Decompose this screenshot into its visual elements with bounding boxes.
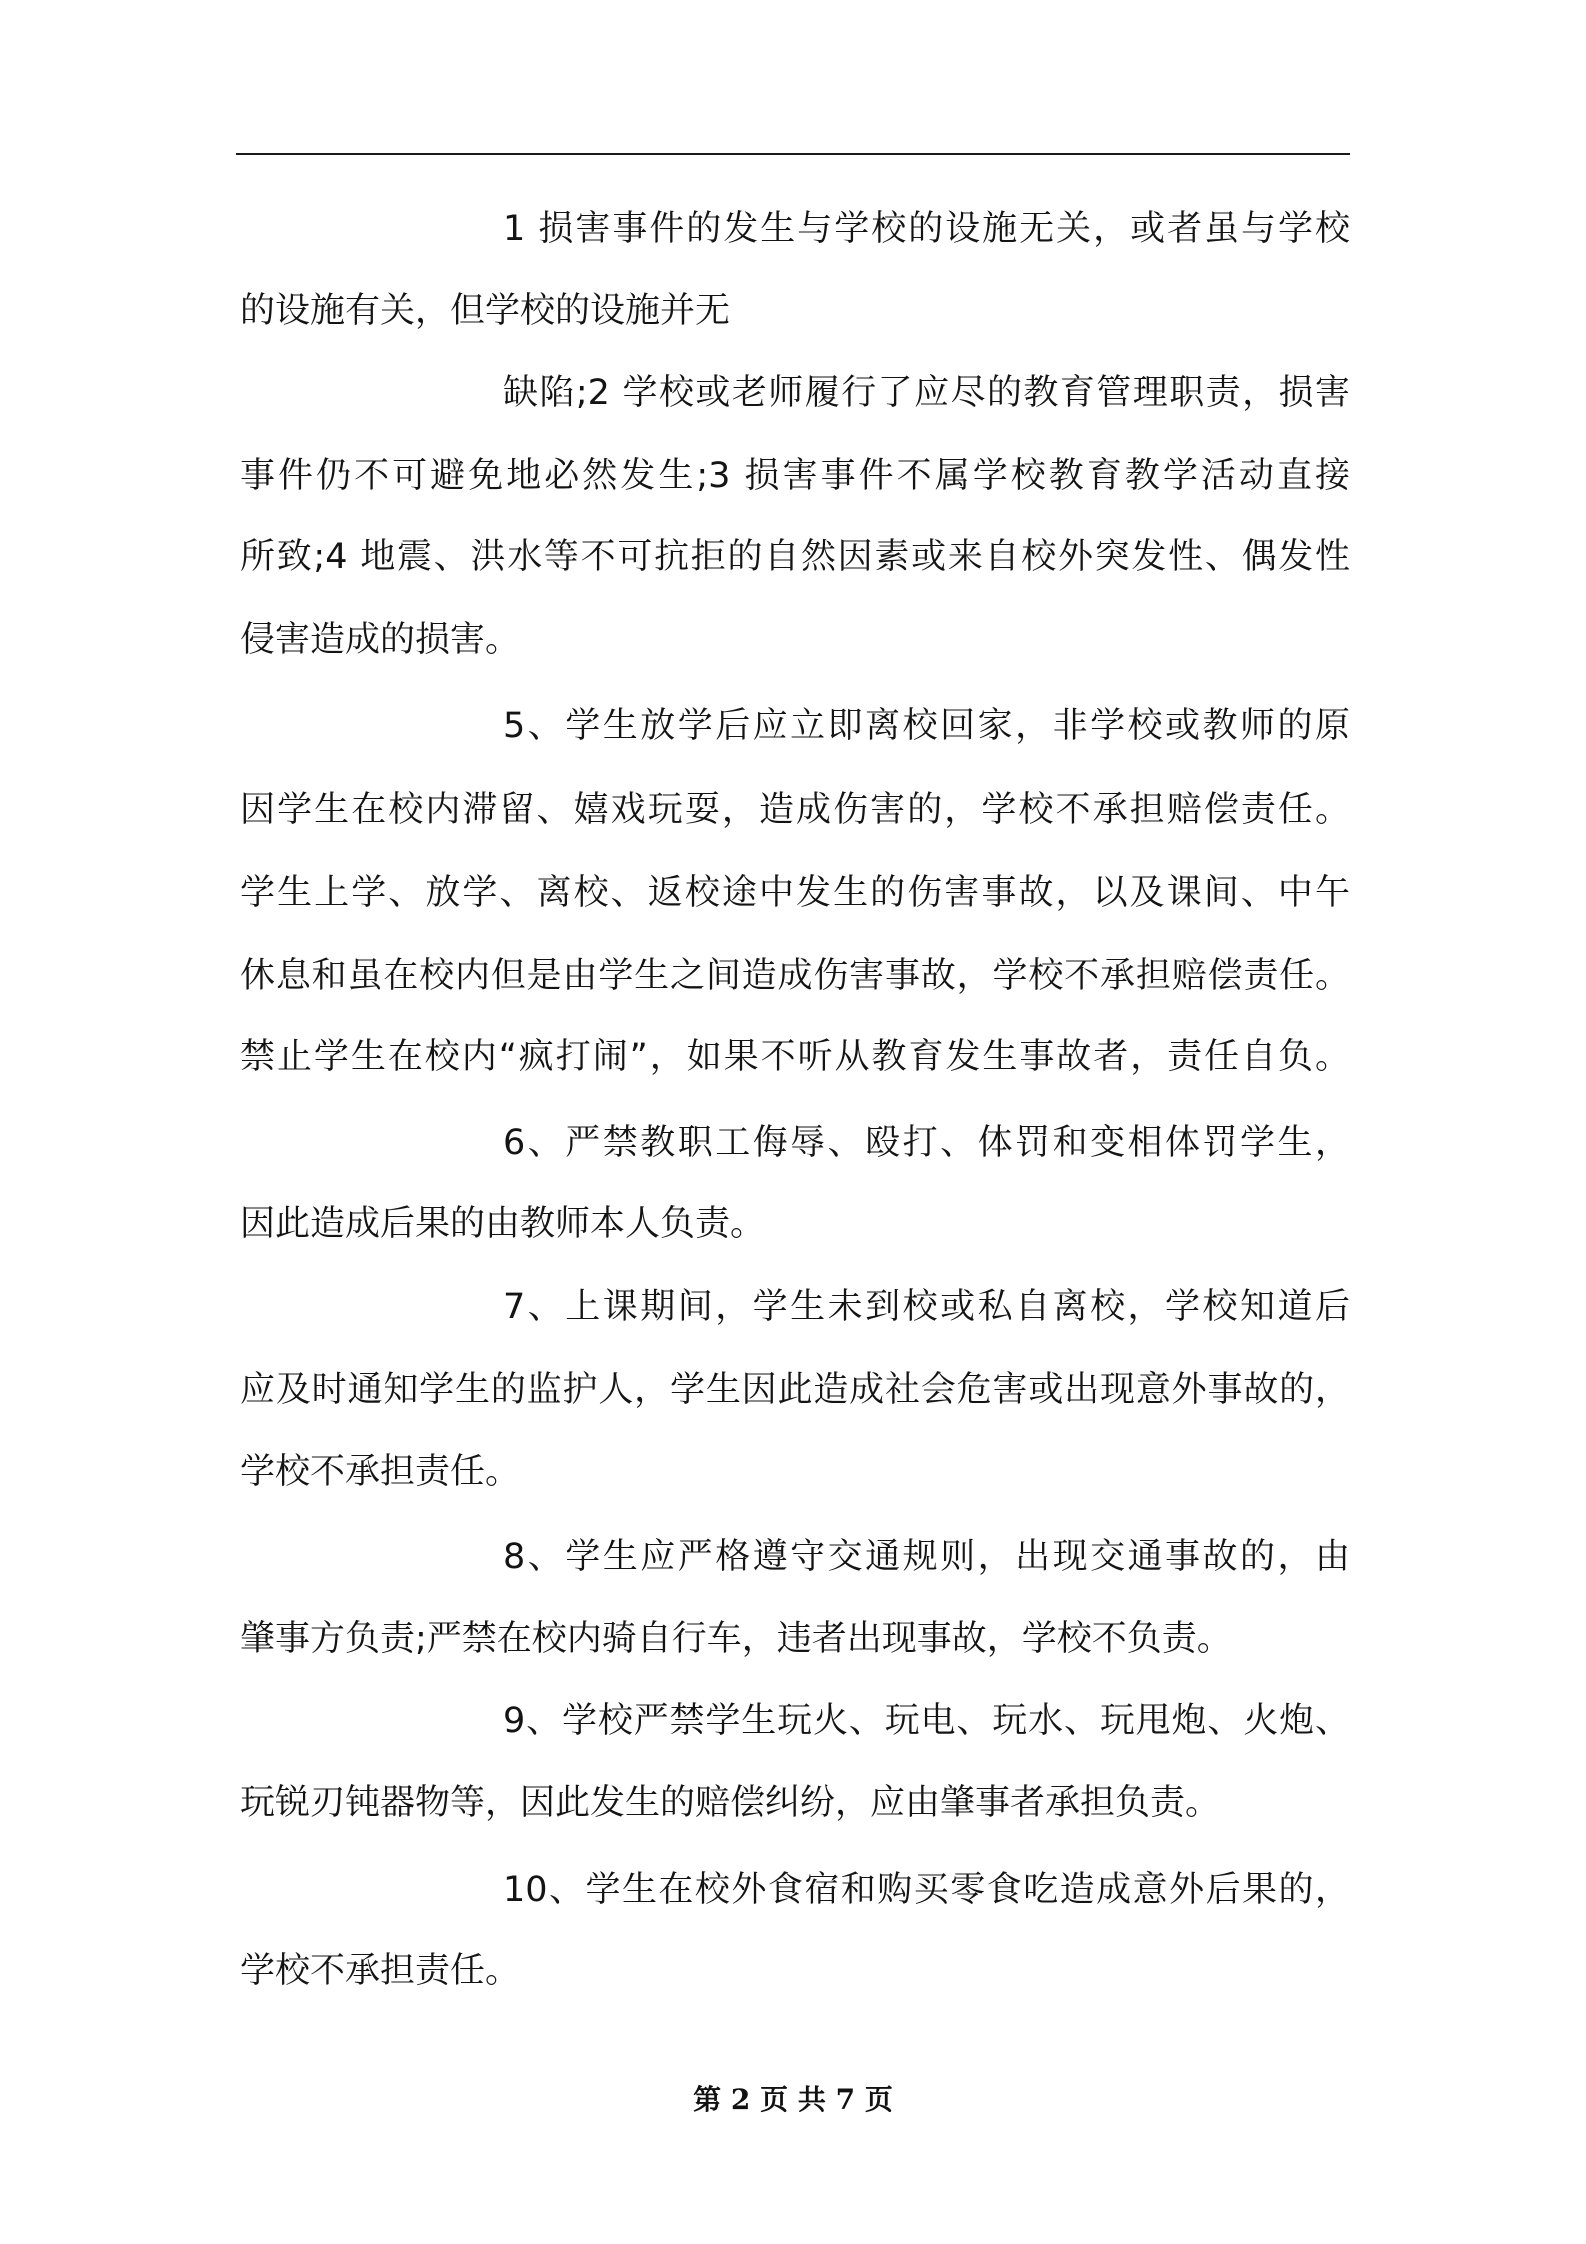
paragraph-line: 因此造成后果的由教师本人负责。: [240, 1204, 766, 1244]
paragraph-line: 学校不承担责任。: [240, 1951, 521, 1991]
paragraph-line: 侵害造成的损害。: [240, 620, 521, 660]
paragraph-line: 事件仍不可避免地必然发生;3 损害事件不属学校教育教学活动直接: [240, 456, 1350, 496]
paragraph-line: 8、学生应严格遵守交通规则，出现交通事故的，由: [503, 1537, 1350, 1577]
paragraph-line: 因学生在校内滞留、嬉戏玩耍，造成伤害的，学校不承担赔偿责任。: [240, 790, 1350, 830]
paragraph-line: 7、上课期间，学生未到校或私自离校，学校知道后: [503, 1287, 1350, 1327]
paragraph-line: 缺陷;2 学校或老师履行了应尽的教育管理职责，损害: [503, 373, 1350, 413]
paragraph-line: 5、学生放学后应立即离校回家，非学校或教师的原: [503, 706, 1350, 746]
paragraph-line: 10、学生在校外食宿和购买零食吃造成意外后果的，: [503, 1870, 1350, 1910]
paragraph-line: 休息和虽在校内但是由学生之间造成伤害事故，学校不承担赔偿责任。: [240, 956, 1350, 996]
paragraph-line: 玩锐刃钝器物等，因此发生的赔偿纠纷，应由肇事者承担负责。: [240, 1783, 1221, 1823]
header-rule: [236, 153, 1350, 155]
paragraph-line: 学校不承担责任。: [240, 1452, 521, 1492]
paragraph-line: 所致;4 地震、洪水等不可抗拒的自然因素或来自校外突发性、偶发性: [240, 537, 1350, 577]
paragraph-line: 学生上学、放学、离校、返校途中发生的伤害事故，以及课间、中午: [240, 873, 1350, 913]
paragraph-line: 肇事方负责;严禁在校内骑自行车，违者出现事故，学校不负责。: [240, 1619, 1232, 1659]
page-footer: [0, 2080, 1586, 2120]
paragraph-line: 6、严禁教职工侮辱、殴打、体罚和变相体罚学生，: [503, 1123, 1350, 1163]
paragraph-line: 禁止学生在校内“疯打闹”，如果不听从教育发生事故者，责任自负。: [240, 1037, 1350, 1077]
paragraph-line: 1 损害事件的发生与学校的设施无关，或者虽与学校: [503, 209, 1350, 249]
paragraph-line: 9、学校严禁学生玩火、玩电、玩水、玩甩炮、火炮、: [503, 1701, 1350, 1741]
paragraph-line: 应及时通知学生的监护人，学生因此造成社会危害或出现意外事故的，: [240, 1370, 1350, 1410]
page-number-label: 第 2 页 共 7 页: [693, 2083, 893, 2116]
paragraph-line: 的设施有关，但学校的设施并无: [240, 291, 731, 331]
